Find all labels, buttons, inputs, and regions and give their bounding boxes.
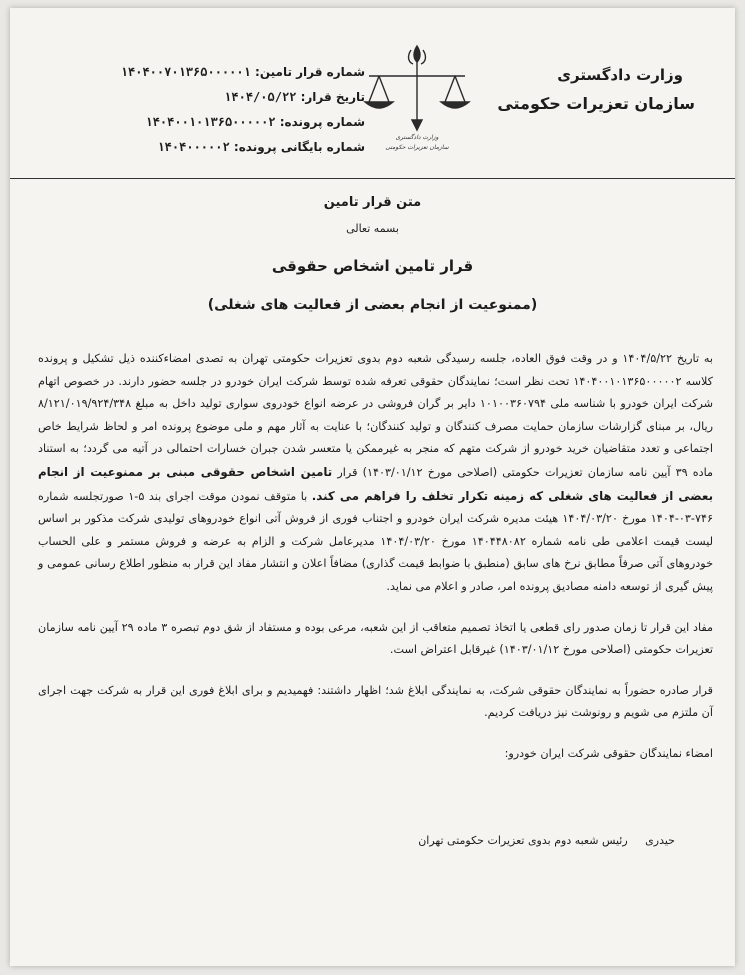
bismillah: بسمه تعالی xyxy=(346,222,399,235)
emblem-text-1: وزارت دادگستری xyxy=(395,134,439,141)
header-divider xyxy=(10,178,735,179)
paragraph-validity: مفاد این قرار تا زمان صدور رای قطعی یا اتخاذ تصمیم متعاقب از این شعبه، مرعی بوده و مستفاد از شق دوم تبصره ۳ ماده ۲۹ آیین نامه سازمان تعزیرات حکومتی (اصلاحی مورخ ۱۴۰۳/۰۱/۱۲) غیرقابل اعتراض است. xyxy=(38,620,713,657)
decision-metadata xyxy=(120,60,365,160)
title-block xyxy=(10,195,735,313)
organization-name: سازمان تعزیرات حکومتی xyxy=(497,94,695,113)
meta-row-decision-date: تاریخ قرار: ۱۴۰۴/۰۵/۲۲ xyxy=(224,90,365,104)
document-page xyxy=(10,8,735,966)
document-title: متن قرار تامین xyxy=(323,195,422,210)
meta-row-archive-number: شماره بایگانی پرونده: ۱۴۰۴۰۰۰۰۰۲ xyxy=(157,140,365,154)
paragraph-ruling: به تاریخ ۱۴۰۴/۵/۲۲ و در وقت فوق العاده، جلسه رسیدگی شعبه دوم بدوی تعزیرات حکومتی تهران به تصدی امضاءکننده ذیل تشکیل و پرونده کلاسه ۱۴۰۴۰۰۱۰۱۳۶۵۰۰۰۰۰۲ تحت نظر است؛ نمایندگان حقوقی تعرفه شده توسط شرکت ایران خودرو در جلسه حضور دارند. در خصوص اتهام شرکت ایران خودرو با شناسه ملی ۱۰۱۰۰۳۶۰۷۹۴ دایر بر گران فروشی در عرضه انواع خودروی سواری تولید داخل به مبلغ ۸/۱۲۱/۰۱۹/۹۲۴/۳۴۸ ریال، بر مبنای گزارشات سازمان حمایت مصرف کنندگان و تولید کنندگان؛ با عنایت به آثار مهم و ملی موضوع پرونده امر و لحاظ شرایط خاص اجتماعی و تعدد متقاضیان خرید خودرو از شرکت متهم که منجر به غیرممکن یا متعسر شدن جبران خسارات احتمالی در آتیه می گردد؛ به استناد ماده ۳۹ آیین نامه سازمان تعزیرات حکومتی (اصلاحی مورخ ۱۴۰۳/۰۱/۱۲) قرار تامین اشخاص حقوقی مبنی بر ممنوعیت از انجام بعضی از فعالیت های شغلی که زمینه تکرار تخلف را فراهم می کند. با متوقف نمودن موقت اجرای بند ۵-۱ صورتجلسه شماره ۷۴۶-۰۳-۱۴۰۴ مورخ ۱۴۰۴/۰۳/۲۰ هیئت مدیره شرکت ایران خودرو و اجتناب فوری از فروش آتی انواع خودروهای تولیدی شرکت مذکور بر اساس لیست قیمت اعلامی طی نامه شماره ۱۴۰۴۴۸۰۸۲ مورخ ۱۴۰۴/۰۳/۲۰ مدیرعامل شرکت و الزام به عرضه و فروش مستمر و علی الحساب خودروهای آتی صرفاً مطابق نرخ های سابق (منطبق با ضوابط قیمت گذاری) مضافاً اعلان و انتشار مفاد این قرار به منظور اطلاع رسانی عمومی و پیش گیری از توسعه دامنه مصادیق پرونده امر، صادر و اعلام می نماید. xyxy=(38,352,714,593)
judge-position: رئیس شعبه دوم بدوی تعزیرات حکومتی تهران xyxy=(418,834,628,847)
organization-block xyxy=(497,66,695,113)
meta-row-decision-number: شماره قرار تامین: ۱۴۰۴۰۰۷۰۱۳۶۵۰۰۰۰۰۱ xyxy=(120,65,365,79)
ruling-emphasis: تامین اشخاص حقوقی مبنی بر ممنوعیت از انجام بعضی از فعالیت های شغلی که زمینه تکرار تخلف را فراهم می کند. xyxy=(38,464,714,503)
ministry-name: وزارت دادگستری xyxy=(557,66,683,84)
letterhead xyxy=(10,8,735,178)
decision-body xyxy=(38,348,713,786)
judge-signature xyxy=(418,834,675,847)
paragraph-notification: قرار صادره حضوراً به نمایندگان حقوقی شرکت، به نمایندگی ابلاغ شد؛ اظهار داشتند: فهمیدیم و برای ابلاغ فوری این قرار به شرکت جهت اجرای آن ملتزم می شویم و رونوشت نیز دریافت کردیم. xyxy=(38,683,713,720)
paragraph-representatives-signature: امضاء نمایندگان حقوقی شرکت ایران خودرو: xyxy=(504,746,713,760)
emblem-text-2: سازمان تعزیرات حکومتی xyxy=(385,144,449,151)
main-title: قرار تامین اشخاص حقوقی xyxy=(271,257,474,275)
scales-emblem-icon xyxy=(355,38,485,153)
judge-name: حیدری xyxy=(645,834,675,847)
meta-row-case-number: شماره پرونده: ۱۴۰۴۰۰۱۰۱۳۶۵۰۰۰۰۰۲ xyxy=(145,115,365,129)
sub-title: (ممنوعیت از انجام بعضی از فعالیت های شغلی) xyxy=(207,297,538,313)
